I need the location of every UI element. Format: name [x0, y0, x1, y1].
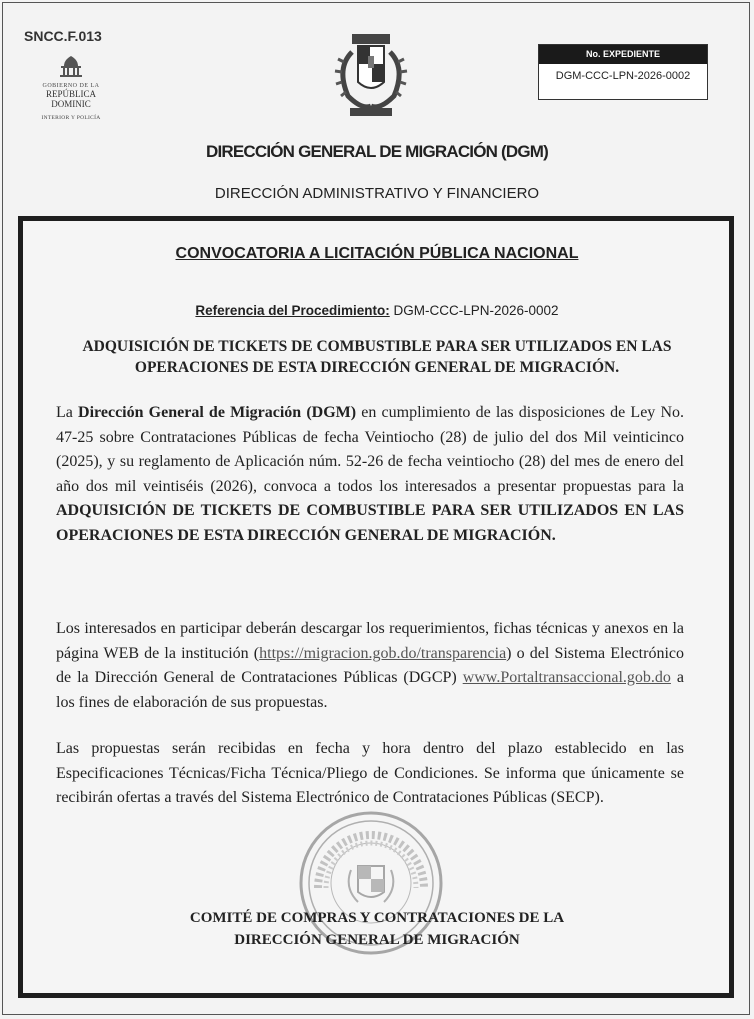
- gov-logo-line1: GOBIERNO DE LA: [42, 83, 100, 89]
- portal-link[interactable]: www.Portaltransaccional.gob.do: [462, 669, 671, 686]
- organization-subtitle: DIRECCIÓN ADMINISTRATIVO Y FINANCIERO: [214, 185, 540, 202]
- p2-text-b: ) o del Sistema Electrónico de la Dirección General de Contrataciones Públicas (DGCP): [56, 644, 685, 686]
- reference-label: Referencia del Procedimiento:: [195, 303, 390, 318]
- signature-block: [0, 907, 754, 951]
- signature-line1: COMITÉ DE COMPRAS Y CONTRATACIONES DE LA: [189, 910, 565, 926]
- form-code: SNCC.F.013: [24, 28, 102, 44]
- expediente-value: DGM-CCC-LPN-2026-0002: [555, 70, 691, 82]
- p2-text-c: a los fines de elaboración de sus propuestas.: [56, 669, 685, 711]
- p1-prefix: La: [56, 404, 79, 421]
- p2-text-a: Los interesados en participar deberán descargar los requerimientos, fichas técnicas y anexos en la página WEB de la institución (: [56, 620, 684, 662]
- organization-title: DIRECCIÓN GENERAL DE MIGRACIÓN (DGM): [205, 142, 549, 161]
- p1-subject: ADQUISICIÓN DE TICKETS DE COMBUSTIBLE PARA SER UTILIZADOS EN LAS OPERACIONES DE ESTA DIRECCIÓN GENERAL DE MIGRACIÓN.: [56, 502, 684, 544]
- transparency-link[interactable]: https://migracion.gob.do/transparencia: [259, 644, 507, 662]
- paragraph-submissions: Las propuestas serán recibidas en fecha y hora dentro del plazo establecido en las Especificaciones Técnicas/Ficha Técnica/Pliego de Condiciones. Se informa que únicamente se recibirán ofertas a través del Sistema Electrónico de Contrataciones Públicas (SECP).: [56, 740, 684, 806]
- procedure-reference: [0, 303, 754, 318]
- paragraph-downloads: [56, 617, 684, 715]
- national-coat-of-arms: [322, 32, 420, 122]
- procurement-subject: ADQUISICIÓN DE TICKETS DE COMBUSTIBLE PARA SER UTILIZADOS EN LAS OPERACIONES DE ESTA DIRECCIÓN GENERAL DE MIGRACIÓN.: [82, 338, 672, 376]
- paragraph-convocation: [56, 401, 684, 548]
- expediente-box: [538, 44, 708, 100]
- gov-logo-line2: REPÚBLICA DOMINIC: [45, 89, 96, 109]
- p1-body: en cumplimiento de las disposiciones de Ley No. 47-25 sobre Contrataciones Públicas de fecha Veintiocho (28) de julio del dos Mil veinticinco (2025), y su reglamento de Aplicación núm. 52-26 de fecha veintiocho (28) del mes de enero del año dos mil veintiséis (2026), convoca a todos los interesados a presentar propuestas para la: [56, 404, 685, 495]
- expediente-label: No. EXPEDIENTE: [539, 45, 707, 64]
- gov-logo-line3: INTERIOR Y POLICÍA: [41, 115, 101, 121]
- building-dome-icon: [56, 54, 86, 78]
- government-logo: [26, 54, 116, 121]
- signature-line2: DIRECCIÓN GENERAL DE MIGRACIÓN: [234, 932, 520, 948]
- reference-value: DGM-CCC-LPN-2026-0002: [393, 303, 559, 318]
- p1-entity: Dirección General de Migración (DGM): [78, 404, 357, 421]
- notice-title: CONVOCATORIA A LICITACIÓN PÚBLICA NACIONAL: [175, 245, 579, 262]
